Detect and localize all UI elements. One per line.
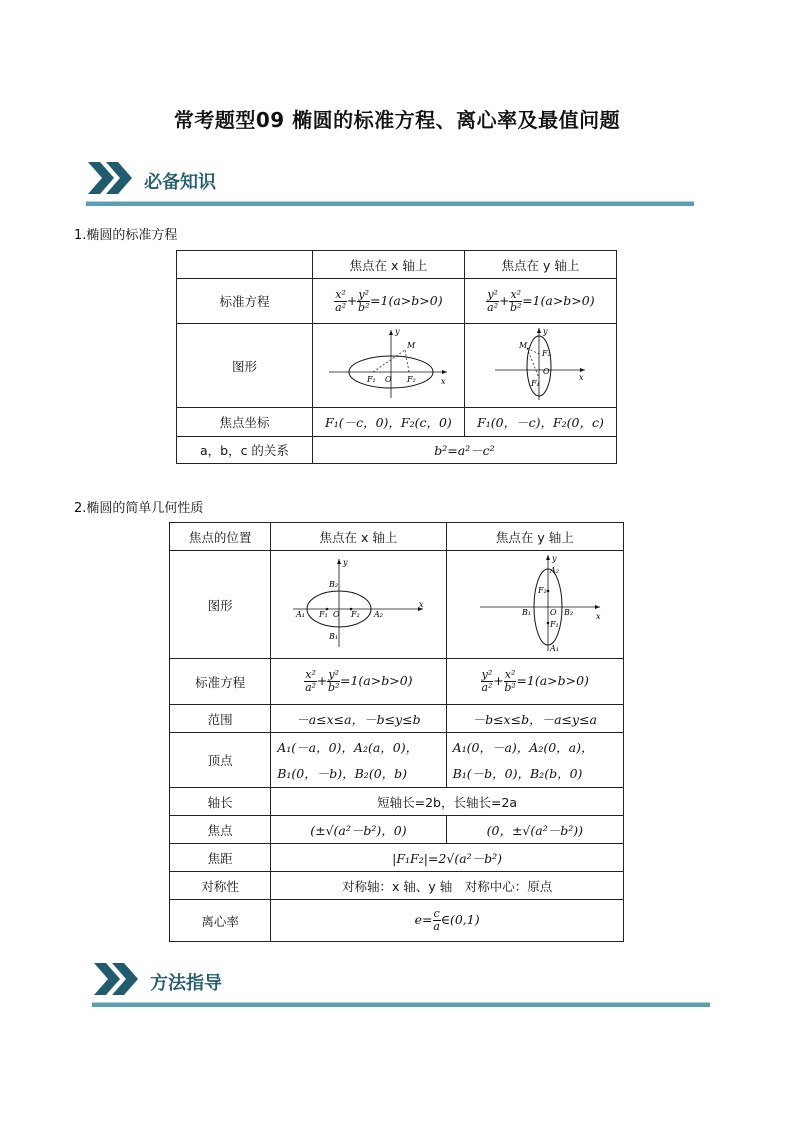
row-label: 焦距 [170, 844, 271, 872]
svg-text:y: y [543, 327, 548, 336]
table-header-cell [177, 251, 313, 279]
svg-text:x: x [441, 377, 446, 386]
row-label: 对称性 [170, 872, 271, 900]
ellipse-graph-y [464, 324, 616, 408]
foci-y-value: F₁(0，－c)，F₂(0，c) [464, 408, 616, 437]
svg-text:A₂: A₂ [374, 610, 384, 619]
vertex-x-value: A₁(－a，0)，A₂(a，0)， B₁(0，－b)，B₂(0，b) [271, 733, 446, 788]
svg-text:O: O [543, 367, 551, 376]
table-header-cell: 焦点在 x 轴上 [312, 251, 464, 279]
banner-label: 方法指导 [150, 973, 222, 994]
page-title: 常考题型09 椭圆的标准方程、离心率及最值问题 [173, 108, 621, 132]
relation-value: b²=a²－c² [312, 437, 616, 464]
svg-text:F₁: F₁ [549, 620, 559, 629]
svg-text:F₁: F₁ [367, 375, 377, 384]
svg-text:y: y [551, 554, 557, 563]
section-heading-standard-equation: 1.椭圆的标准方程 [74, 228, 178, 243]
svg-text:O: O [333, 610, 340, 619]
svg-text:M: M [519, 341, 528, 350]
geometric-properties-table [169, 522, 624, 942]
row-label: 焦点坐标 [177, 408, 313, 437]
svg-text:F₂: F₂ [407, 375, 417, 384]
row-label: a，b，c 的关系 [177, 437, 313, 464]
section-banner-knowledge [86, 156, 694, 206]
row-label: 焦点 [170, 816, 271, 844]
equation-x-cell: $\frac{\text{x²}}{\text{a²}}$ + $\frac{\text{y²}}{\text{b²}}$ =1(a>b>0) [312, 279, 464, 324]
ellipse-graph-y [446, 551, 623, 659]
svg-text:F₁: F₁ [531, 379, 541, 388]
double-chevron-icon [86, 156, 136, 202]
svg-text:y: y [395, 327, 400, 336]
axis-length-value: 短轴长=2b，长轴长=2a [271, 788, 624, 816]
svg-text:y: y [343, 558, 348, 567]
ellipse-graph-x [312, 324, 464, 408]
equation-y-cell: $\frac{\text{y²}}{\text{a²}}$ + $\frac{\text{x²}}{\text{b²}}$ =1(a>b>0) [464, 279, 616, 324]
svg-text:B₂: B₂ [329, 580, 339, 589]
row-label: 轴长 [170, 788, 271, 816]
svg-text:B₁: B₁ [521, 608, 531, 617]
row-label: 顶点 [170, 733, 271, 788]
row-label: 离心率 [170, 900, 271, 942]
table-header-cell: 焦点在 y 轴上 [464, 251, 616, 279]
symmetry-value: 对称轴：x 轴、y 轴 对称中心：原点 [271, 872, 624, 900]
svg-text:x: x [595, 612, 601, 621]
foci-x-value: F₁(－c，0)，F₂(c，0) [312, 408, 464, 437]
section-heading-geometric-properties: 2.椭圆的简单几何性质 [74, 501, 204, 516]
svg-text:x: x [579, 373, 584, 382]
row-label: 标准方程 [177, 279, 313, 324]
table-header-cell: 焦点在 x 轴上 [271, 523, 446, 551]
standard-equation-table [176, 250, 617, 464]
svg-text:A₂: A₂ [549, 566, 559, 575]
svg-text:O: O [549, 608, 557, 617]
table-header-cell: 焦点的位置 [170, 523, 271, 551]
banner-label: 必备知识 [144, 172, 216, 193]
svg-text:B₂: B₂ [563, 608, 573, 617]
svg-text:F₁: F₁ [319, 610, 329, 619]
double-chevron-icon [92, 957, 142, 1003]
svg-text:x: x [419, 600, 424, 609]
range-y-value: －b≤x≤b，－a≤y≤a [446, 705, 623, 733]
svg-text:A₁: A₁ [296, 610, 306, 619]
focus-y-value: (0，±√(a²－b²)) [446, 816, 623, 844]
table-header-cell: 焦点在 y 轴上 [446, 523, 623, 551]
focus-x-value: (±√(a²－b²)，0) [271, 816, 446, 844]
svg-text:F₂: F₂ [351, 610, 361, 619]
row-label: 范围 [170, 705, 271, 733]
range-x-value: －a≤x≤a，－b≤y≤b [271, 705, 446, 733]
focal-distance-value: |F₁F₂|=2√(a²－b²) [271, 844, 624, 872]
equation-x-cell: $\frac{\text{x²}}{\text{a²}}$ + $\frac{\text{y²}}{\text{b²}}$ =1(a>b>0) [271, 659, 446, 705]
equation-y-cell: $\frac{\text{y²}}{\text{a²}}$ + $\frac{\text{x²}}{\text{b²}}$ =1(a>b>0) [446, 659, 623, 705]
svg-text:A₁: A₁ [549, 644, 559, 653]
eccentricity-value: e= $\frac{c}{a}$ ∈(0,1) [271, 900, 624, 942]
row-label: 图形 [170, 551, 271, 659]
row-label: 标准方程 [170, 659, 271, 705]
svg-text:F₂: F₂ [542, 349, 552, 358]
svg-text:O: O [385, 375, 392, 384]
vertex-y-value: A₁(0，－a)，A₂(0，a)， B₁(－b，0)，B₂(b，0) [446, 733, 623, 788]
svg-text:B₁: B₁ [329, 632, 339, 641]
svg-text:M: M [407, 341, 416, 350]
section-banner-method [92, 957, 710, 1007]
row-label: 图形 [177, 324, 313, 408]
svg-text:F₂: F₂ [537, 586, 547, 595]
ellipse-graph-x [271, 551, 446, 659]
